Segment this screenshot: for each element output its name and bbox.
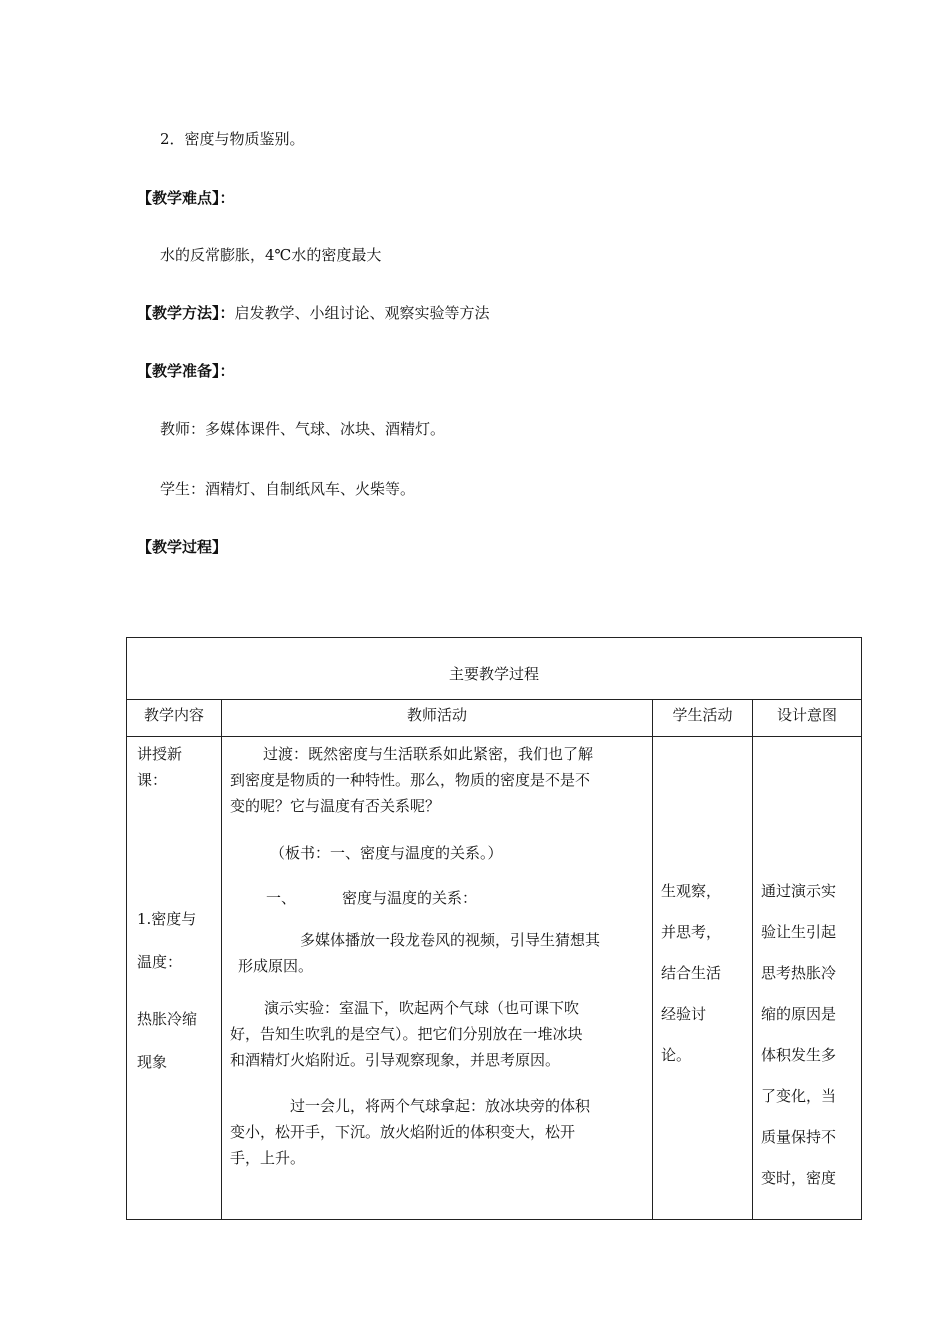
- prep-teacher: 教师：多媒体课件、气球、冰块、酒精灯。: [160, 420, 446, 438]
- prep-student: 学生：酒精灯、自制纸风车、火柴等。: [160, 480, 416, 498]
- section-title: 密度与温度的关系：: [342, 889, 478, 907]
- teacher-line: 到密度是物质的一种特性。那么，物质的密度是不是不: [230, 771, 591, 789]
- content-line: 温度：: [137, 953, 183, 971]
- method-heading: 【教学方法】：: [137, 304, 235, 322]
- teacher-line: 过一会儿，将两个气球拿起：放冰块旁的体积: [290, 1097, 591, 1115]
- teacher-line: 变的呢？它与温度有否关系呢？: [230, 797, 441, 815]
- teacher-para-4: [230, 927, 638, 979]
- difficulty-text: 水的反常膨胀，4℃水的密度最大: [160, 246, 382, 264]
- teacher-para-2: （板书：一、密度与温度的关系。）: [270, 844, 503, 862]
- intent-line: 通过演示实: [761, 882, 837, 900]
- intent-line: 验让生引起: [761, 923, 837, 941]
- intent-line: 思考热胀冷: [761, 964, 837, 982]
- table-row: [127, 737, 862, 1220]
- table-title: 主要教学过程: [127, 638, 862, 700]
- method-line: [137, 302, 490, 323]
- table-title-row: [127, 638, 862, 700]
- teacher-para-3: [230, 885, 638, 911]
- intent-line: 变时，密度: [761, 1169, 837, 1187]
- intent-line: 缩的原因是: [761, 1005, 837, 1023]
- content-line: 1.密度与: [137, 910, 197, 928]
- student-line: 并思考，: [661, 923, 722, 941]
- teacher-line: 手，上升。: [230, 1149, 306, 1167]
- teacher-line: 和酒精灯火焰附近。引导观察现象，并思考原因。: [230, 1051, 561, 1069]
- process-heading: 【教学过程】: [137, 538, 228, 556]
- content-cell: [127, 737, 222, 1220]
- teacher-para-1: [230, 741, 638, 819]
- content-line: 课：: [137, 771, 168, 789]
- header-content: 教学内容: [127, 700, 222, 737]
- table-header-row: [127, 700, 862, 737]
- intent-cell: [753, 737, 862, 1220]
- intent-line: 了变化，当: [761, 1087, 837, 1105]
- intent-line: 体积发生多: [761, 1046, 837, 1064]
- content-line: 讲授新: [137, 745, 183, 763]
- section-number: 一、: [266, 889, 297, 907]
- header-intent: 设计意图: [753, 700, 862, 737]
- teacher-para-5: [230, 995, 638, 1073]
- teacher-line: 演示实验：室温下，吹起两个气球（也可课下吹: [264, 999, 580, 1017]
- content-line: 现象: [137, 1053, 168, 1071]
- method-text: 启发教学、小组讨论、观察实验等方法: [234, 304, 490, 322]
- student-line: 经验讨: [661, 1005, 707, 1023]
- difficulty-heading: 【教学难点】：: [137, 189, 235, 207]
- student-line: 生观察，: [661, 882, 722, 900]
- header-teacher: 教师活动: [222, 700, 653, 737]
- student-line: 论。: [661, 1046, 692, 1064]
- student-line: 结合生活: [661, 964, 722, 982]
- teacher-para-6: [230, 1093, 638, 1171]
- header-student: 学生活动: [653, 700, 753, 737]
- teaching-process-table: [126, 637, 862, 1220]
- intent-line: 质量保持不: [761, 1128, 837, 1146]
- item-2-line: 2．密度与物质鉴别。: [160, 130, 305, 148]
- prep-heading: 【教学准备】：: [137, 362, 235, 380]
- teacher-line: 好，告知生吹乳的是空气）。把它们分别放在一堆冰块: [230, 1025, 583, 1043]
- content-line: 热胀冷缩: [137, 1010, 198, 1028]
- teacher-cell: [222, 737, 653, 1220]
- teacher-line: 变小，松开手，下沉。放火焰附近的体积变大，松开: [230, 1123, 576, 1141]
- teacher-line: 形成原因。: [238, 957, 314, 975]
- teacher-line: 多媒体播放一段龙卷风的视频，引导生猜想其: [300, 931, 601, 949]
- student-cell: [653, 737, 753, 1220]
- teacher-line: 过渡：既然密度与生活联系如此紧密，我们也了解: [263, 745, 594, 763]
